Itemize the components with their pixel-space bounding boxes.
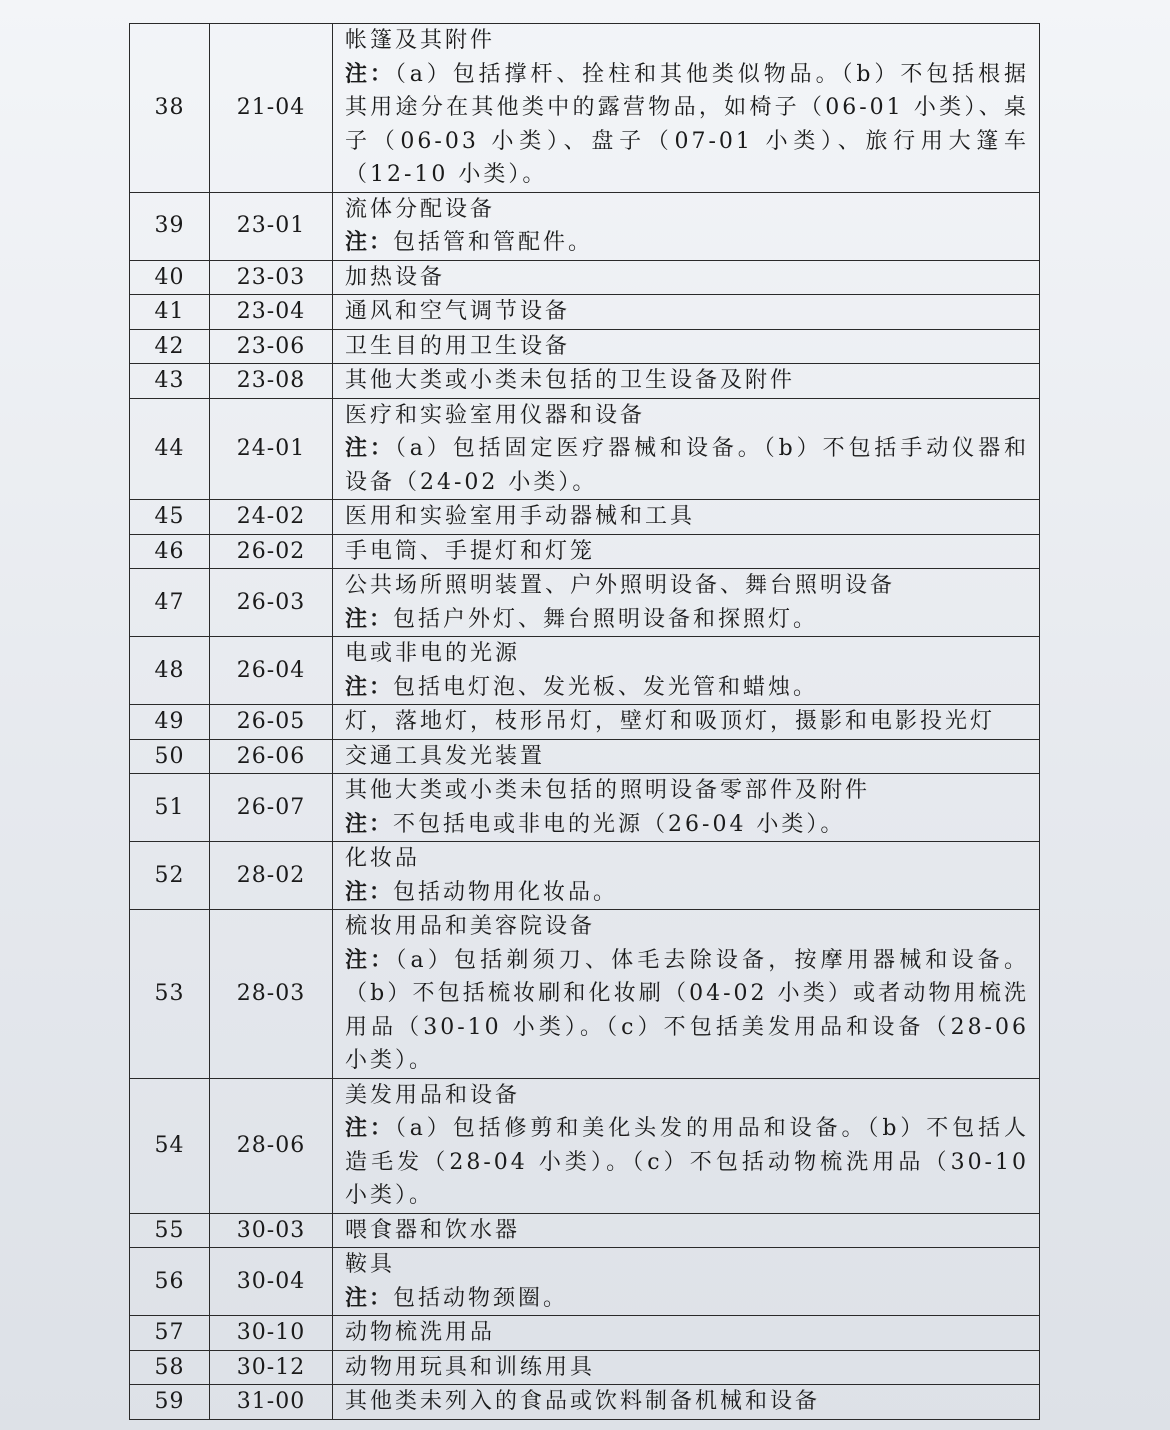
row-number: 51 (130, 774, 210, 842)
class-description (333, 1213, 1040, 1248)
table-row (130, 1316, 1040, 1351)
class-title: 公共场所照明装置、户外照明设备、舞台照明设备 (345, 573, 896, 598)
class-note (345, 58, 1029, 192)
class-note (345, 432, 1029, 499)
class-description (333, 24, 1040, 193)
class-description (333, 329, 1040, 364)
class-description (333, 910, 1040, 1079)
note-label: 注： (345, 879, 394, 905)
note-label: 注： (345, 230, 394, 255)
table-row (130, 637, 1040, 705)
class-code: 23-04 (210, 295, 333, 330)
row-number: 44 (130, 398, 210, 500)
class-description (333, 192, 1040, 260)
class-code: 30-12 (210, 1350, 333, 1385)
class-description (333, 1078, 1040, 1213)
row-number: 53 (130, 910, 210, 1079)
class-code: 28-06 (210, 1078, 333, 1213)
class-title: 医用和实验室用手动器械和工具 (345, 504, 696, 529)
table-row (130, 329, 1040, 364)
note-text: 包括电灯泡、发光板、发光管和蜡烛。 (393, 674, 819, 700)
class-title: 卫生目的用卫生设备 (345, 333, 571, 359)
class-title: 电或非电的光源 (345, 641, 521, 666)
class-title: 手电筒、手提灯和灯笼 (345, 538, 596, 564)
table-row (130, 295, 1040, 330)
row-number: 42 (130, 329, 210, 364)
class-description (333, 637, 1040, 705)
class-code: 31-00 (210, 1385, 333, 1420)
class-code: 26-05 (210, 705, 333, 740)
table-row (130, 364, 1040, 399)
class-code: 23-01 (210, 192, 333, 260)
class-note (345, 1282, 1029, 1316)
table-body (130, 24, 1040, 1420)
table-row (130, 192, 1040, 260)
note-label: 注： (345, 947, 396, 973)
table-row (130, 910, 1040, 1079)
class-title: 其他大类或小类未包括的卫生设备及附件 (345, 368, 796, 393)
class-title: 梳妆用品和美容院设备 (345, 914, 596, 939)
class-title: 鞍具 (345, 1252, 396, 1277)
class-note (345, 603, 1029, 637)
class-title: 通风和空气调节设备 (345, 299, 571, 324)
row-number: 52 (130, 842, 210, 910)
note-label: 注： (345, 1285, 394, 1311)
note-text: 包括户外灯、舞台照明设备和探照灯。 (393, 606, 819, 632)
class-code: 30-03 (210, 1213, 333, 1248)
class-code: 26-03 (210, 569, 333, 637)
class-title: 喂食器和饮水器 (345, 1217, 521, 1243)
class-title: 医疗和实验室用仪器和设备 (345, 402, 646, 428)
class-title: 其他类未列入的食品或饮料制备机械和设备 (345, 1389, 821, 1414)
row-number: 45 (130, 500, 210, 535)
class-description (333, 1316, 1040, 1351)
class-description (333, 500, 1040, 535)
note-text: 包括动物用化妆品。 (393, 879, 619, 905)
table-row (130, 534, 1040, 569)
note-text: （a）包括剃须刀、体毛去除设备，按摩用器械和设备。（b）不包括梳妆刷和化妆刷（04-02 小类）或者动物用梳洗用品（30-10 小类）。（c）不包括美发用品和设备（28-06 小类）。 (345, 947, 1029, 1073)
class-title: 交通工具发光装置 (345, 743, 546, 769)
class-title: 流体分配设备 (345, 196, 496, 222)
class-code: 26-04 (210, 637, 333, 705)
class-code: 23-03 (210, 260, 333, 295)
class-description (333, 739, 1040, 774)
row-number: 57 (130, 1316, 210, 1351)
class-note (345, 1112, 1029, 1213)
class-note (345, 671, 1029, 705)
note-label: 注： (345, 436, 395, 461)
class-title: 其他大类或小类未包括的照明设备零部件及附件 (345, 778, 871, 803)
class-code: 23-08 (210, 364, 333, 399)
row-number: 49 (130, 705, 210, 740)
classification-table (129, 23, 1040, 1420)
note-label: 注： (345, 1116, 395, 1141)
class-code: 26-02 (210, 534, 333, 569)
row-number: 55 (130, 1213, 210, 1248)
table-row (130, 24, 1040, 193)
class-title: 灯，落地灯，枝形吊灯，壁灯和吸顶灯，摄影和电影投光灯 (345, 709, 996, 734)
row-number: 56 (130, 1248, 210, 1316)
row-number: 46 (130, 534, 210, 569)
class-description (333, 705, 1040, 740)
note-text: 不包括电或非电的光源（26-04 小类）。 (393, 811, 846, 837)
class-code: 24-01 (210, 398, 333, 500)
table-row (130, 739, 1040, 774)
row-number: 41 (130, 295, 210, 330)
class-description (333, 1248, 1040, 1316)
note-text: 包括动物颈圈。 (393, 1285, 569, 1311)
class-description (333, 774, 1040, 842)
note-text: （a）包括撑杆、拴柱和其他类似物品。（b）不包括根据其用途分在其他类中的露营物品，如椅子（06-01 小类）、桌子（06-03 小类）、盘子（07-01 小类）、旅行用大篷车（12-10 小类）。 (345, 61, 1029, 187)
class-code: 30-10 (210, 1316, 333, 1351)
row-number: 38 (130, 24, 210, 193)
class-title: 动物用玩具和训练用具 (345, 1354, 596, 1380)
class-code: 26-07 (210, 774, 333, 842)
class-title: 加热设备 (345, 264, 446, 290)
table-row (130, 774, 1040, 842)
class-note (345, 944, 1029, 1078)
table-row (130, 398, 1040, 500)
class-description (333, 569, 1040, 637)
row-number: 47 (130, 569, 210, 637)
class-code: 28-03 (210, 910, 333, 1079)
class-description (333, 260, 1040, 295)
class-title: 化妆品 (345, 846, 421, 871)
class-code: 24-02 (210, 500, 333, 535)
class-code: 28-02 (210, 842, 333, 910)
class-note (345, 808, 1029, 842)
class-code: 30-04 (210, 1248, 333, 1316)
row-number: 50 (130, 739, 210, 774)
table-row (130, 260, 1040, 295)
class-description (333, 295, 1040, 330)
table-row (130, 1385, 1040, 1420)
class-title: 美发用品和设备 (345, 1082, 521, 1108)
class-code: 26-06 (210, 739, 333, 774)
class-title: 动物梳洗用品 (345, 1320, 496, 1345)
table-row (130, 1213, 1040, 1248)
class-description (333, 398, 1040, 500)
class-note (345, 876, 1029, 910)
note-label: 注： (345, 674, 394, 700)
row-number: 59 (130, 1385, 210, 1420)
class-note (345, 226, 1029, 260)
class-description (333, 1350, 1040, 1385)
note-label: 注： (345, 61, 395, 87)
class-description (333, 1385, 1040, 1420)
row-number: 54 (130, 1078, 210, 1213)
note-label: 注： (345, 606, 394, 632)
table-row (130, 842, 1040, 910)
table-row (130, 569, 1040, 637)
class-code: 21-04 (210, 24, 333, 193)
row-number: 43 (130, 364, 210, 399)
table-row (130, 1350, 1040, 1385)
table-row (130, 1248, 1040, 1316)
row-number: 58 (130, 1350, 210, 1385)
table-row (130, 500, 1040, 535)
note-label: 注： (345, 811, 394, 837)
classification-table-page (129, 23, 1039, 1420)
note-text: （a）包括固定医疗器械和设备。（b）不包括手动仪器和设备（24-02 小类）。 (345, 436, 1029, 495)
row-number: 40 (130, 260, 210, 295)
row-number: 48 (130, 637, 210, 705)
note-text: （a）包括修剪和美化头发的用品和设备。（b）不包括人造毛发（28-04 小类）。（c）不包括动物梳洗用品（30-10 小类）。 (345, 1116, 1029, 1208)
class-description (333, 364, 1040, 399)
class-title: 帐篷及其附件 (345, 28, 496, 53)
note-text: 包括管和管配件。 (393, 230, 594, 255)
class-description (333, 534, 1040, 569)
row-number: 39 (130, 192, 210, 260)
table-row (130, 705, 1040, 740)
table-row (130, 1078, 1040, 1213)
class-description (333, 842, 1040, 910)
class-code: 23-06 (210, 329, 333, 364)
